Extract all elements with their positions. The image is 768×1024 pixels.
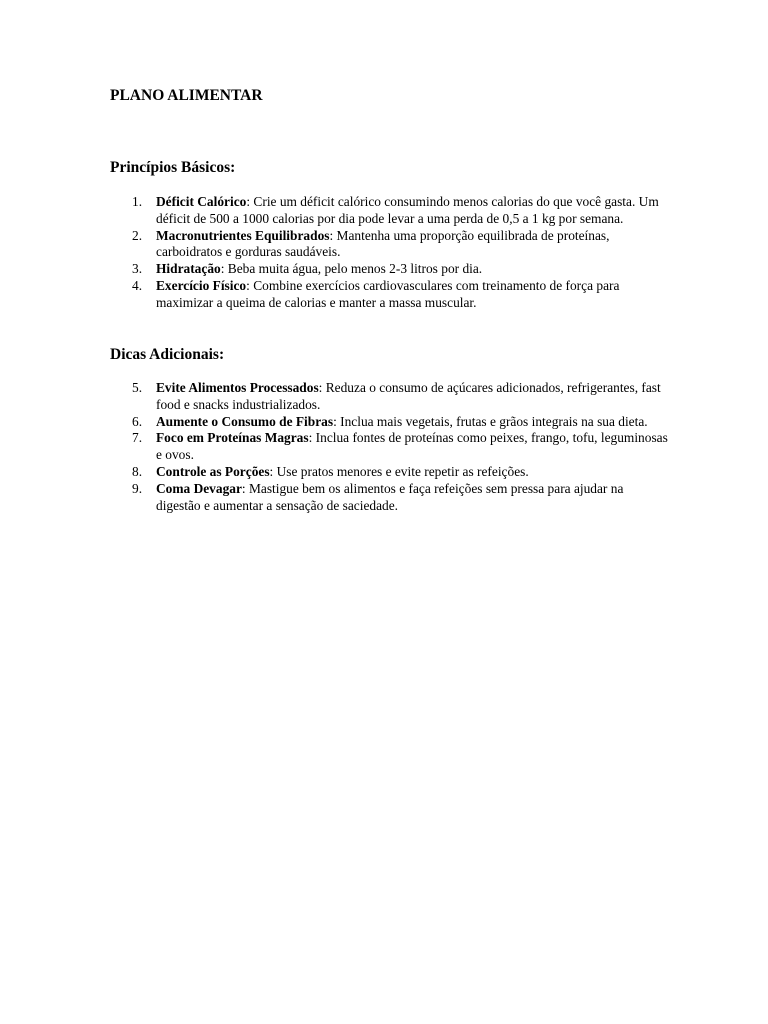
list-item-number: 2. [132, 227, 143, 243]
list-item [110, 278, 670, 312]
list-item-text: : Use pratos menores e evite repetir as refeições. [269, 463, 529, 479]
section-heading-dicas: Dicas Adicionais: [110, 346, 225, 363]
document-title: PLANO ALIMENTAR [110, 87, 263, 104]
list-item-number: 5. [132, 380, 143, 395]
list-item [110, 380, 670, 414]
list-item-term: Macronutrientes Equilibrados [156, 227, 330, 243]
list-item-term: Hidratação [156, 261, 221, 277]
list-item-term: Exercício Físico [156, 277, 247, 293]
list-item-number: 6. [132, 413, 143, 429]
list-item-text: : Inclua fontes de proteínas como peixes, frango, tofu, leguminosas e ovos. [156, 430, 668, 463]
list-item-text: : Mastigue bem os alimentos e faça refeições sem pressa para ajudar na digestão e aumentar a sensação de saciedade. [156, 480, 624, 513]
list-item-text: : Mantenha uma proporção equilibrada de proteínas, carboidratos e gorduras saudáveis. [156, 227, 610, 260]
section-heading-principios: Princípios Básicos: [110, 159, 236, 176]
list-item-term: Aumente o Consumo de Fibras [156, 413, 334, 429]
list-item [110, 464, 670, 481]
list-item-term: Coma Devagar [156, 480, 242, 496]
list-item-number: 9. [132, 480, 143, 496]
principios-list [110, 194, 670, 312]
dicas-list [110, 380, 670, 514]
list-item-term: Controle as Porções [156, 463, 270, 479]
list-item-term: Déficit Calórico [156, 194, 247, 209]
list-item [110, 430, 670, 464]
list-item-number: 7. [132, 430, 143, 446]
list-item [110, 261, 670, 278]
list-item [110, 194, 670, 228]
list-item-number: 4. [132, 277, 143, 293]
list-item-term: Foco em Proteínas Magras [156, 430, 309, 446]
list-item [110, 414, 670, 431]
list-item [110, 481, 670, 515]
list-item-text: : Crie um déficit calórico consumindo menos calorias do que você gasta. Um déficit de 500 a 1000 calorias por dia pode levar a uma perda de 0,5 a 1 kg por semana. [156, 194, 659, 226]
list-item [110, 228, 670, 262]
list-item-number: 3. [132, 261, 143, 277]
list-item-text: : Inclua mais vegetais, frutas e grãos integrais na sua dieta. [333, 413, 648, 429]
list-item-text: : Beba muita água, pelo menos 2-3 litros por dia. [220, 261, 483, 277]
list-item-number: 8. [132, 463, 143, 479]
list-item-text: : Combine exercícios cardiovasculares com treinamento de força para maximizar a queima de calorias e manter a massa muscular. [156, 277, 620, 310]
list-item-text: : Reduza o consumo de açúcares adicionados, refrigerantes, fast food e snacks industrializados. [156, 380, 661, 412]
list-item-term: Evite Alimentos Processados [156, 380, 319, 395]
list-item-number: 1. [132, 194, 143, 209]
